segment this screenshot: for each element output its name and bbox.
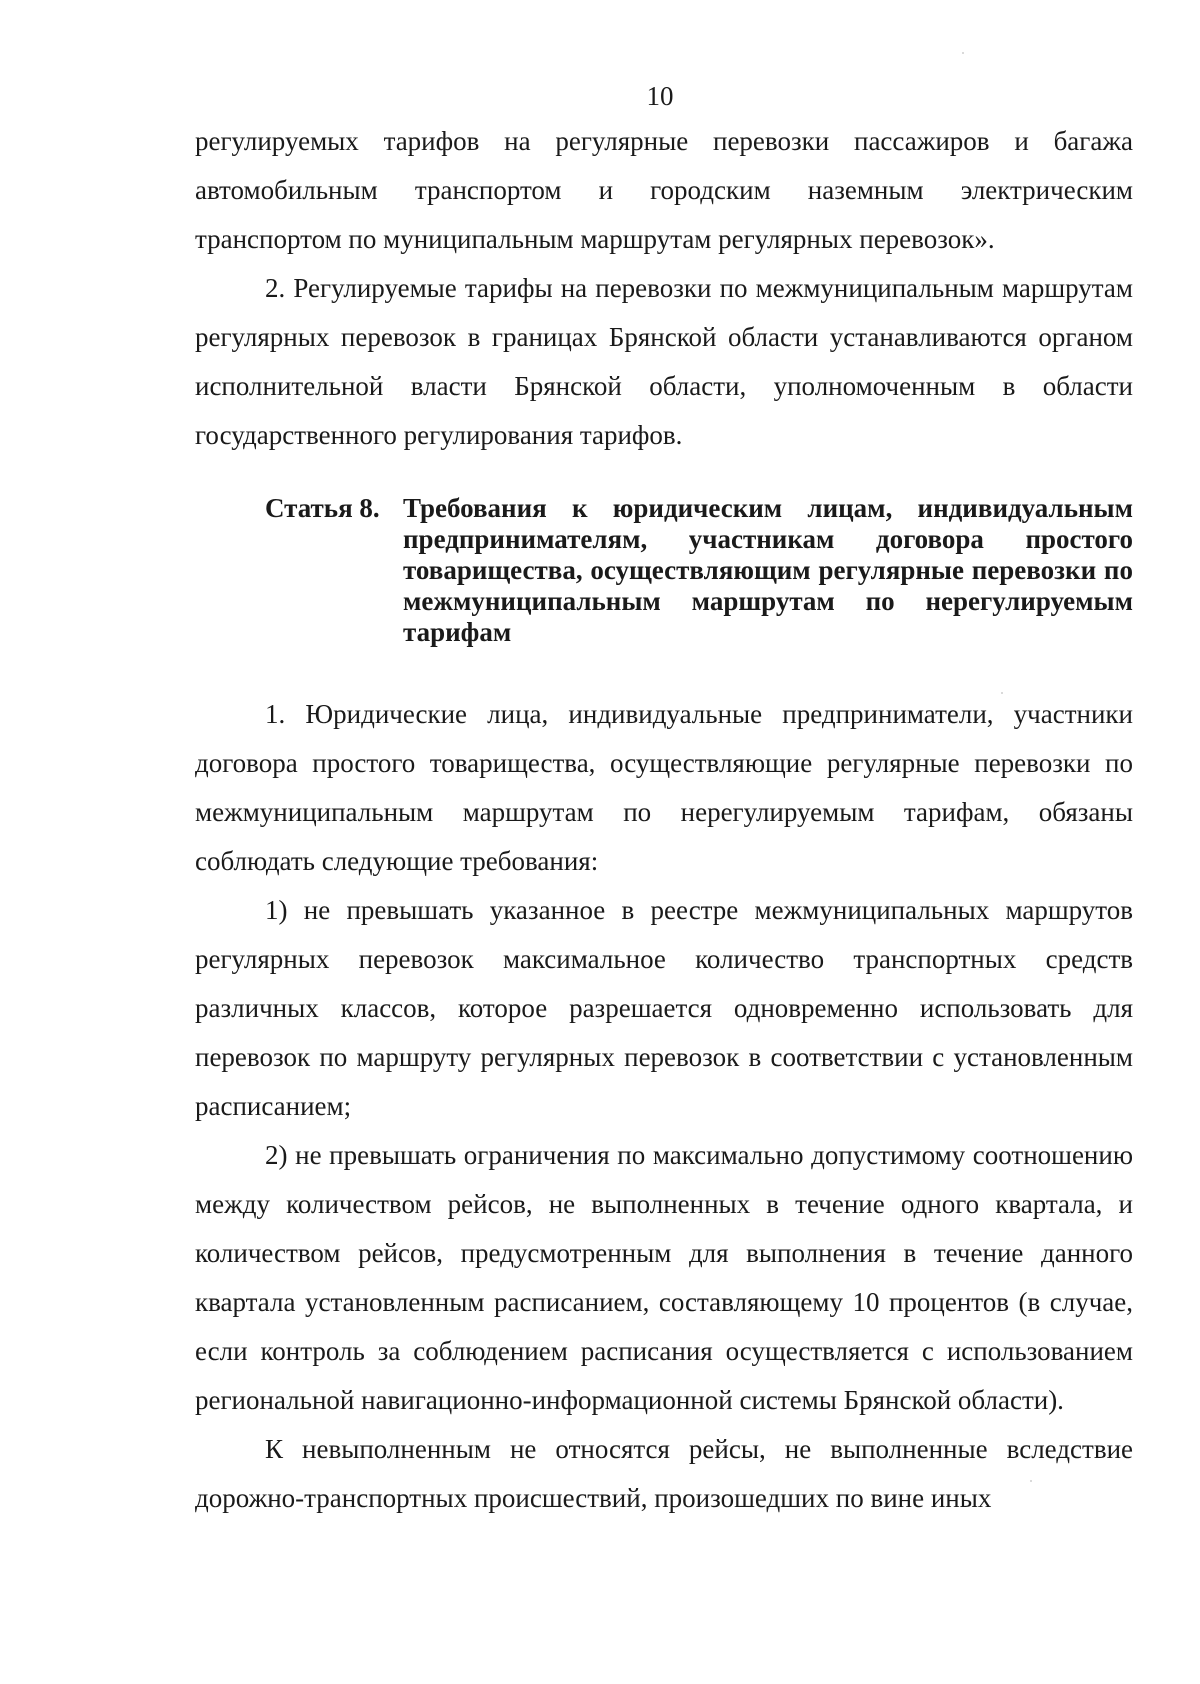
page-number: 10 <box>646 81 674 111</box>
paragraph-subitem-1: 1) не превышать указанное в реестре межмуниципальных маршрутов регулярных перевозок максимальное количество транспортных средств различных классов, которое разрешается одновременно использовать для перевозок по маршруту регулярных перевозок в соответствии с установленным расписанием; <box>195 895 1133 1121</box>
paragraph-item-1: 1. Юридические лица, индивидуальные предприниматели, участники договора простого товарищества, осуществляющие регулярные перевозки по межмуниципальным маршрутам по нерегулируемым тарифам, обязаны соблюдать следующие требования: <box>195 699 1133 876</box>
scan-speck <box>1001 692 1003 694</box>
article-heading <box>265 493 1133 648</box>
paragraph-subitem-2: 2) не превышать ограничения по максимально допустимому соотношению между количеством рейсов, не выполненных в течение одного квартала, и количеством рейсов, предусмотренным для выполнения в течение данного квартала установленным расписанием, составляющему 10 процентов (в случае, если контроль за соблюдением расписания осуществляется с использованием региональной навигационно-информационной системы Брянской области). <box>195 1140 1133 1415</box>
paragraph-note: К невыполненным не относятся рейсы, не выполненные вследствие дорожно-транспортных происшествий, произошедших по вине иных <box>195 1434 1133 1513</box>
article-label: Статья 8. <box>265 493 380 523</box>
scan-speck <box>1030 1480 1032 1482</box>
article-title: Требования к юридическим лицам, индивидуальным предпринимателям, участникам договора простого товарищества, осуществляющим регулярные перевозки по межмуниципальным маршрутам по нерегулируемым тарифам <box>403 493 1133 647</box>
paragraph-continuation: регулируемых тарифов на регулярные перевозки пассажиров и багажа автомобильным транспортом и городским наземным электрическим транспортом по муниципальным маршрутам регулярных перевозок». <box>195 126 1133 254</box>
scan-speck <box>962 52 964 54</box>
paragraph-item-2: 2. Регулируемые тарифы на перевозки по межмуниципальным маршрутам регулярных перевозок в границах Брянской области устанавливаются органом исполнительной власти Брянской области, уполномоченным в области государственного регулирования тарифов. <box>195 273 1133 450</box>
bottom-text-block <box>195 690 1133 1523</box>
top-text-block <box>195 117 1133 460</box>
